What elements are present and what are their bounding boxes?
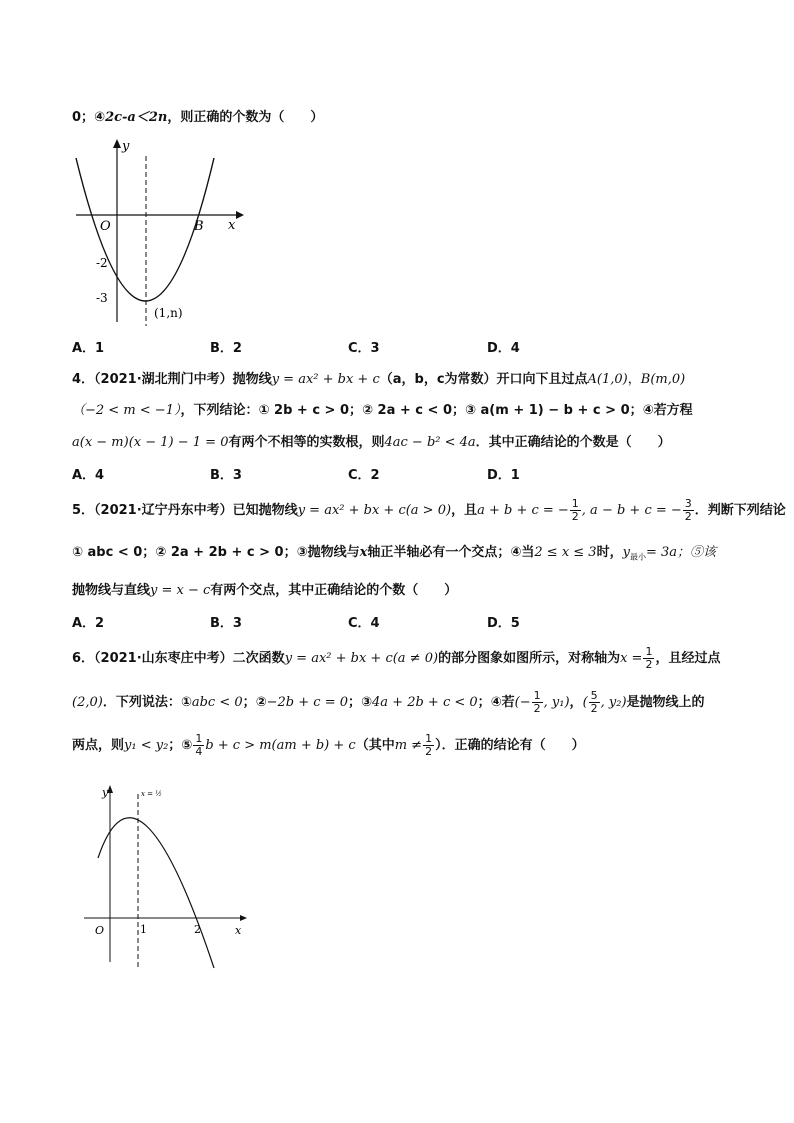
q6-tick-1: 1: [140, 923, 147, 936]
q6-claim-5-expr: b + c > m(am + b) + c: [205, 738, 356, 753]
q5-line2-c: 时，: [596, 545, 623, 560]
q5-option-a[interactable]: A．2: [72, 616, 105, 631]
q4-inequality: 4ac − b² < 4a: [384, 435, 476, 450]
q5-cond-2: , a − b + c = −: [581, 503, 682, 518]
q5-option-d[interactable]: D．5: [487, 616, 520, 631]
q5-line1-a: 已知抛物线: [232, 503, 298, 518]
q6-line3-c: （其中: [355, 738, 395, 753]
q4-option-c[interactable]: C．2: [348, 468, 380, 483]
q6-axis-den: 2: [645, 658, 653, 671]
q5-option-b[interactable]: B．3: [210, 616, 242, 631]
q4-point-b: B(m,0): [640, 372, 686, 387]
q6-line2-e: ，: [569, 695, 583, 710]
q6-line2-f: 是抛物线上的: [626, 695, 705, 710]
q6-axis-label: x = ½: [141, 790, 163, 798]
q3-b-label: B: [194, 219, 204, 234]
q6-half-fraction: [423, 733, 434, 758]
q6-source: 6．（2021·山东枣庄中考）: [72, 651, 233, 666]
q5-frac2-num: 3: [684, 497, 692, 510]
q4-option-b[interactable]: B．3: [210, 468, 242, 483]
q6-line2-d: ；④若: [477, 695, 515, 710]
q4-parabola-expr: y = ax² + bx + c: [271, 372, 380, 387]
q6-y-label: y: [102, 786, 109, 799]
q6-point-p1-close: , y₁): [543, 695, 570, 710]
q6-tick-2: 2: [194, 923, 201, 936]
q5-parabola-expr: y = ax² + bx + c(a > 0): [297, 503, 452, 518]
q6-line-1: [72, 646, 720, 671]
q5-fraction-three-halves: [683, 498, 694, 523]
q6-f3-num: 1: [195, 732, 203, 745]
q4-line2-rest: ，下列结论：① 2b + c > 0；② 2a + c < 0；③ a(m + 1) − b + c > 0；④若方程: [180, 403, 693, 418]
q6-claim-3: 4a + 2b + c < 0: [372, 695, 478, 710]
q4-line1-a: 抛物线: [232, 372, 272, 387]
q4-source: 4．（2021·湖北荆门中考）: [72, 372, 233, 387]
q6-p2-num: 5: [590, 689, 598, 702]
q6-function-expr: y = ax² + bx + c(a ≠ 0): [284, 651, 439, 666]
q6-p1-num: 1: [533, 689, 541, 702]
q6-line3-b: ；⑤: [168, 738, 193, 753]
q4-m-range: （−2 < m < −1）: [72, 403, 181, 418]
q5-line3-b: 有两个交点，其中正确结论的个数（ ）: [210, 583, 458, 598]
q6-axis-num: 1: [645, 645, 653, 658]
q6-m-condition: m ≠: [394, 738, 423, 753]
q5-y-min-sub: 最小: [629, 552, 646, 562]
q4-line-2: [72, 399, 693, 418]
q6-line-3: [72, 733, 585, 758]
q5-option-c[interactable]: C．4: [348, 616, 380, 631]
q6-parabola-graph: [80, 776, 260, 972]
q6-f3-den: 4: [195, 745, 203, 758]
q6-x-arrow: [240, 915, 247, 921]
q6-x-label: x: [235, 924, 242, 937]
q6-point-p2-fraction: [589, 690, 600, 715]
q3-y-label: y: [122, 139, 130, 154]
q5-line-3: [72, 579, 457, 598]
q6-point-p2-open: (: [582, 695, 588, 710]
q6-line-2: [72, 690, 705, 715]
q6-point-2-0: (2,0): [72, 695, 103, 710]
q5-line3-a: 抛物线与直线: [72, 583, 151, 598]
q6-claim-1: abc < 0: [191, 695, 243, 710]
q3-x-arrow: [236, 211, 244, 219]
q3-option-d[interactable]: D．4: [487, 341, 520, 356]
q6-line2-b: ；②: [242, 695, 267, 710]
q6-line1-a: 二次函数: [232, 651, 285, 666]
q3-tick-minus2: -2: [96, 256, 108, 270]
q4-option-d[interactable]: D．1: [487, 468, 520, 483]
q6-point-p2-close: , y₂): [600, 695, 627, 710]
q5-source: 5．（2021·辽宁丹东中考）: [72, 503, 233, 518]
q6-f4-den: 2: [425, 745, 433, 758]
q3-origin-label: O: [100, 219, 111, 234]
q3-option-b[interactable]: B．2: [210, 341, 242, 356]
q3-tail-expr: 2c-a＜2n: [105, 110, 168, 125]
q5-y-min: y: [622, 545, 630, 560]
q6-y-compare: y₁ < y₂: [124, 738, 169, 753]
q4-equation: a(x − m)(x − 1) − 1 = 0: [72, 435, 229, 450]
q6-f4-num: 1: [425, 732, 433, 745]
q5-line2-a: ① abc < 0；② 2a + 2b + c > 0；③抛物线与: [72, 545, 360, 560]
q5-line-2: [72, 541, 716, 563]
q5-frac1-den: 2: [571, 510, 579, 523]
q6-line3-d: ）．正确的结论有（ ）: [435, 738, 585, 753]
q5-fraction-half: [570, 498, 581, 523]
q3-option-c[interactable]: C．3: [348, 341, 380, 356]
q5-line2-x: x: [359, 545, 368, 560]
q5-frac2-den: 2: [684, 510, 692, 523]
q3-vertex-label: (1,n): [154, 306, 183, 320]
q3-x-label: x: [228, 218, 236, 233]
q3-tick-minus3: -3: [96, 291, 108, 305]
q6-origin-label: O: [95, 924, 105, 937]
q3-option-a[interactable]: A．1: [72, 341, 105, 356]
q3-tail-suffix: ，则正确的个数为（ ）: [167, 110, 324, 125]
q4-point-a: A(1,0): [587, 372, 628, 387]
q6-p2-den: 2: [590, 702, 598, 715]
q6-quarter-fraction: [193, 733, 204, 758]
q5-line-expr: y = x − c: [150, 583, 211, 598]
q6-line2-c: ；③: [348, 695, 373, 710]
q6-line3-a: 两点，则: [72, 738, 125, 753]
q4-line1-b: （a，b，c为常数）开口向下且过点: [379, 372, 588, 387]
q6-p1-den: 2: [533, 702, 541, 715]
q6-line1-b: 的部分图象如图所示，对称轴为: [438, 651, 621, 666]
q6-claim-2: −2b + c = 0: [266, 695, 348, 710]
q5-line2-b: 轴正半轴必有一个交点；④当: [367, 545, 535, 560]
q4-option-a[interactable]: A．4: [72, 468, 105, 483]
q6-point-p1-open: (−: [514, 695, 531, 710]
q5-line-1: [72, 498, 786, 523]
q6-parabola-curve: [98, 818, 214, 968]
q3-y-arrow: [113, 139, 121, 148]
q5-frac1-num: 1: [571, 497, 579, 510]
q6-axis-x: x =: [620, 651, 643, 666]
q6-line2-a: ．下列说法：①: [102, 695, 192, 710]
q6-point-p1-fraction: [532, 690, 543, 715]
q5-line1-e: ．判断下列结论: [694, 503, 786, 518]
q4-line-1: 4．（2021·湖北荆门中考）抛物线y = ax² + bx + c（a，b，c为常数）开口向下且过点A(1,0)，B(m,0): [72, 372, 686, 387]
q3-tail-line: [72, 106, 323, 125]
q3-parabola-graph: [66, 136, 252, 330]
q4-line3-end: ．其中正确结论的个数是（ ）: [475, 435, 671, 450]
q5-cond-1: a + b + c = −: [477, 503, 569, 518]
q4-line3-mid: 有两个不相等的实数根，则: [228, 435, 385, 450]
q4-line-3: [72, 431, 671, 450]
q3-tail-prefix: 0；④: [72, 110, 106, 125]
q5-x-range: 2 ≤ x ≤ 3: [534, 545, 597, 560]
q6-line1-c: ，且经过点: [655, 651, 721, 666]
q5-line1-b: ，且: [451, 503, 478, 518]
q5-line2-d: = 3a；⑤该: [645, 545, 717, 560]
q6-axis-fraction: [643, 646, 654, 671]
